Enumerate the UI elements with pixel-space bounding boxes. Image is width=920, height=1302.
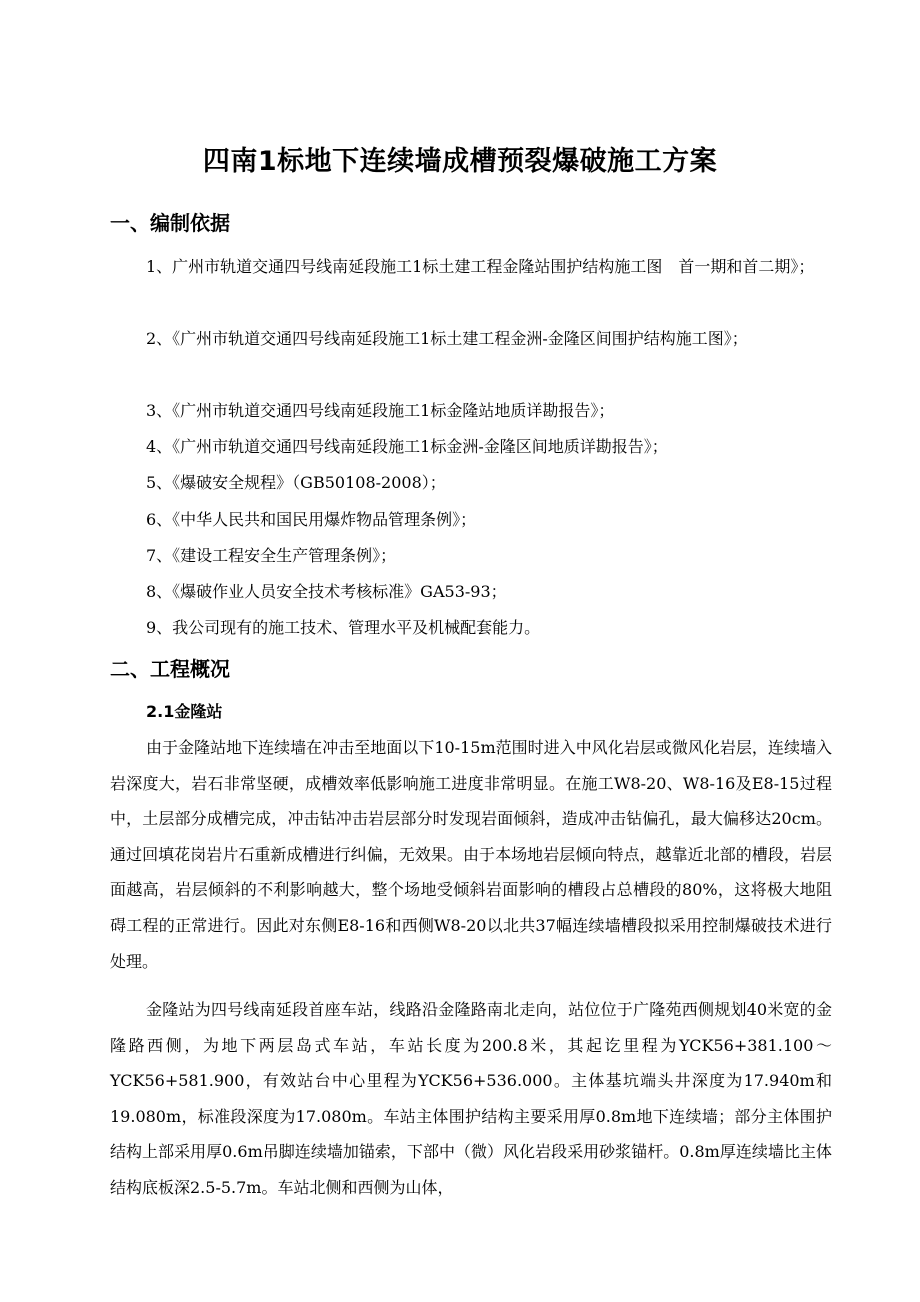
basis-item-5: 5、《爆破安全规程》（GB50108-2008）； xyxy=(146,473,446,492)
overview-paragraph-1: 由于金隆站地下连续墙在冲击至地面以下10-15m范围时进入中风化岩层或微风化岩层，连续墙入岩深度大，岩石非常坚硬，成槽效率低影响施工进度非常明显。在施工W8-20、W8-16及E8-15过程中，土层部分成槽完成，冲击钻冲击岩层部分时发现岩面倾斜，造成冲击钻偏孔，最大偏移达20cm。通过回填花岗岩片石重新成槽进行纠偏，无效果。由于本场地岩层倾向特点，越靠近北部的槽段，岩层面越高，岩层倾斜的不利影响越大，整个场地受倾斜岩面影响的槽段占总槽段的80%，这将极大地阻碍工程的正常进行。因此对东侧E8-16和西侧W8-20以北共37幅连续墙槽段拟采用控制爆破技术进行处理。 xyxy=(110,738,832,971)
section-heading-overview: 二、工程概况 xyxy=(110,657,230,681)
basis-item-1: 1、广州市轨道交通四号线南延段施工1标土建工程金隆站围护结构施工图 首一期和首二期》； xyxy=(146,257,815,276)
overview-paragraph-2: 金隆站为四号线南延段首座车站，线路沿金隆路南北走向，站位位于广隆苑西侧规划40米宽的金隆路西侧，为地下两层岛式车站，车站长度为200.8米，其起讫里程为YCK56+381.100～YCK56+581.900，有效站台中心里程为YCK56+536.000。主体基坑端头井深度为17.940m和19.080m，标准段深度为17.080m。车站主体围护结构主要采用厚0.8m地下连续墙；部分主体围护结构上部采用厚0.6m吊脚连续墙加锚索，下部中（微）风化岩段采用砂浆锚杆。0.8m厚连续墙比主体结构底板深2.5-5.7m。车站北侧和西侧为山体， xyxy=(110,1000,832,1197)
document-title: 四南1标地下连续墙成槽预裂爆破施工方案 xyxy=(202,146,718,177)
section-heading-basis: 一、编制依据 xyxy=(110,211,230,235)
basis-item-2: 2、《广州市轨道交通四号线南延段施工1标土建工程金洲-金隆区间围护结构施工图》； xyxy=(146,329,748,348)
basis-item-4: 4、《广州市轨道交通四号线南延段施工1标金洲-金隆区间地质详勘报告》； xyxy=(146,437,668,456)
basis-item-3: 3、《广州市轨道交通四号线南延段施工1标金隆站地质详勘报告》； xyxy=(146,401,615,420)
basis-item-7: 7、《建设工程安全生产管理条例》； xyxy=(146,546,397,565)
basis-item-8: 8、《爆破作业人员安全技术考核标准》GA53-93； xyxy=(146,582,507,601)
basis-item-6: 6、《中华人民共和国民用爆炸物品管理条例》； xyxy=(146,510,477,529)
basis-item-9: 9、我公司现有的施工技术、管理水平及机械配套能力。 xyxy=(146,618,541,637)
subsection-heading-jinlong-station: 2.1金隆站 xyxy=(146,702,223,721)
